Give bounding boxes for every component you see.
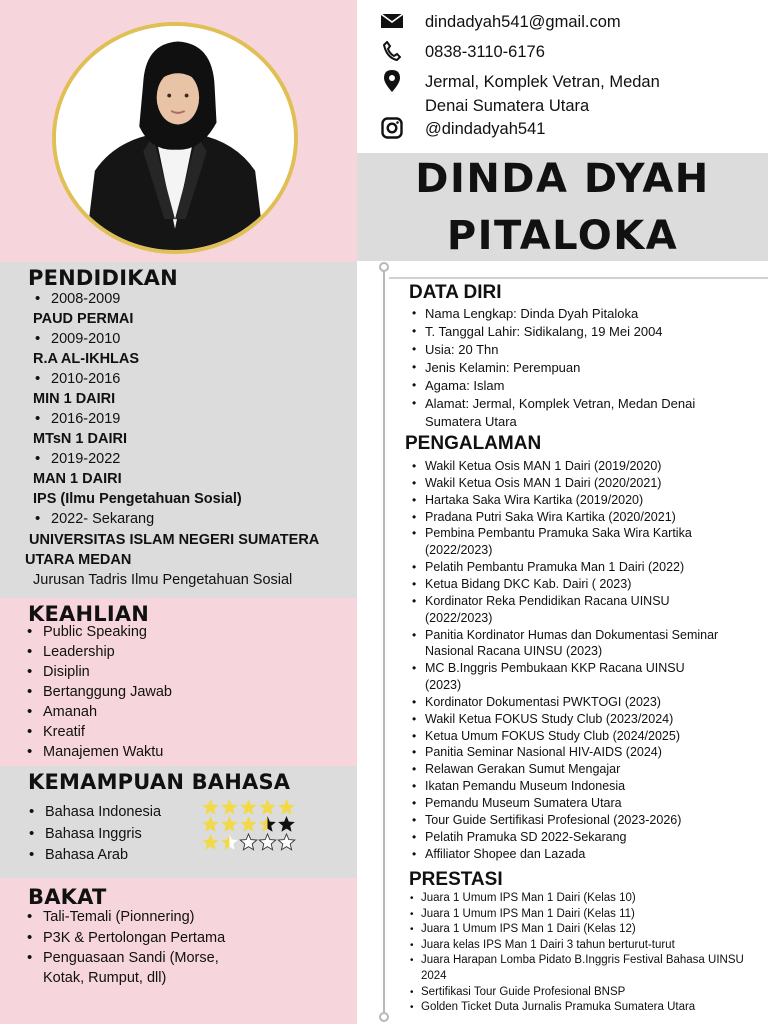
star-icon	[277, 833, 296, 851]
phone-icon	[377, 40, 407, 62]
talent-item-continued: Kotak, Rumput, dll)	[43, 970, 167, 986]
edu-school: R.A AL-IKHLAS	[33, 351, 140, 367]
achievement-item: • Juara 1 Umum IPS Man 1 Dairi (Kelas 12)	[421, 922, 765, 937]
edu-major: Jurusan Tadris Ilmu Pengetahuan Sosial	[33, 572, 293, 588]
star-icon	[201, 815, 220, 833]
language-title: KEMAMPUAN BAHASA	[28, 770, 291, 794]
edu-school: UTARA MEDAN	[25, 552, 132, 568]
experience-item: • Wakil Ketua FOKUS Study Club (2023/2024)	[425, 711, 765, 728]
achievement-item: • Juara 1 Umum IPS Man 1 Dairi (Kelas 11)	[421, 907, 765, 922]
contact-email	[377, 10, 621, 34]
language-item: • Bahasa Inggris	[45, 826, 142, 842]
skill-item: • Disiplin	[43, 664, 90, 680]
achievement-item: • Juara Harapan Lomba Pidato B.Inggris Festival Bahasa UINSU	[421, 953, 765, 968]
talent-title: BAKAT	[28, 885, 107, 909]
star-icon	[277, 815, 296, 833]
star-icon	[220, 833, 239, 851]
achievement-item: • Golden Ticket Duta Jurnalis Pramuka Sumatera Utara	[421, 1000, 765, 1015]
experience-item: • Ketua Bidang DKC Kab. Dairi ( 2023)	[425, 576, 765, 593]
photo-section	[0, 0, 357, 262]
personal-item: • Nama Lengkap: Dinda Dyah Pitaloka	[425, 305, 765, 322]
name-last: PITALOKA	[446, 213, 679, 259]
left-column	[0, 0, 357, 1024]
personal-item: • Alamat: Jermal, Komplek Vetran, Medan Denai	[425, 395, 765, 412]
edu-school: MAN 1 DAIRI	[33, 471, 122, 487]
location-pin-icon	[377, 70, 407, 92]
skills-title: KEAHLIAN	[28, 602, 150, 626]
skill-item: • Bertanggung Jawab	[43, 684, 172, 700]
achievement-item: • Juara kelas IPS Man 1 Dairi 3 tahun berturut-turut	[421, 938, 765, 953]
experience-item: • Tour Guide Sertifikasi Profesional (2023-2026)	[425, 812, 765, 829]
experience-item: • Ikatan Pemandu Museum Indonesia	[425, 778, 765, 795]
skill-item: • Leadership	[43, 644, 115, 660]
experience-item: • Wakil Ketua Osis MAN 1 Dairi (2019/2020)	[425, 458, 765, 475]
address-line2: Denai Sumatera Utara	[425, 97, 590, 115]
experience-item-continued: (2022/2023)	[425, 543, 493, 558]
experience-item: • Hartaka Saka Wira Kartika (2019/2020)	[425, 492, 765, 509]
name-first: DINDA DYAH	[415, 156, 710, 202]
profile-photo	[52, 22, 298, 254]
experience-item: • Ketua Umum FOKUS Study Club (2024/2025)	[425, 728, 765, 745]
experience-item-continued: (2023)	[425, 678, 462, 693]
achievement-item-continued: 2024	[421, 970, 447, 982]
language-section	[0, 766, 357, 878]
star-icon	[220, 798, 239, 816]
education-section	[0, 262, 357, 598]
address-text	[425, 70, 660, 118]
achievements-title: PRESTASI	[409, 869, 503, 890]
star-icon	[239, 798, 258, 816]
skill-item: • Manajemen Waktu	[43, 744, 163, 760]
experience-item: • Pelatih Pembantu Pramuka Man 1 Dairi (2022)	[425, 559, 765, 576]
contact-phone	[377, 40, 545, 64]
email-text: dindadyah541@gmail.com	[425, 13, 621, 31]
edu-years: • 2009-2010	[51, 331, 120, 347]
instagram-text: @dindadyah541	[425, 120, 546, 138]
instagram-icon	[377, 117, 407, 139]
experience-item: • Pradana Putri Saka Wira Kartika (2020/2021)	[425, 509, 765, 526]
star-icon	[239, 833, 258, 851]
star-icon	[258, 833, 277, 851]
personal-item: • Agama: Islam	[425, 377, 765, 394]
star-icon	[220, 815, 239, 833]
star-icon	[258, 815, 277, 833]
contact-address	[377, 70, 660, 118]
phone-text: 0838-3110-6176	[425, 43, 545, 61]
personal-item: • Jenis Kelamin: Perempuan	[425, 359, 765, 376]
star-icon	[201, 833, 220, 851]
rating-stars	[201, 798, 296, 816]
edu-school: MTsN 1 DAIRI	[33, 431, 127, 447]
personal-title: DATA DIRI	[409, 282, 502, 303]
skill-item: • Public Speaking	[43, 624, 147, 640]
contact-instagram	[377, 117, 545, 141]
divider-line	[389, 277, 768, 279]
skill-item: • Kreatif	[43, 724, 85, 740]
right-column	[357, 0, 768, 1024]
experience-item: • Kordinator Reka Pendidikan Racana UINSU	[425, 593, 765, 610]
talent-item: • Tali-Temali (Pionnering)	[43, 909, 195, 925]
experience-item: • Affiliator Shopee dan Lazada	[425, 846, 765, 863]
talent-section	[0, 878, 357, 1024]
edu-major: IPS (Ilmu Pengetahuan Sosial)	[33, 491, 242, 507]
edu-school: UNIVERSITAS ISLAM NEGERI SUMATERA	[29, 532, 320, 548]
experience-item: • Relawan Gerakan Sumut Mengajar	[425, 761, 765, 778]
experience-item: • Panitia Kordinator Humas dan Dokumentasi Seminar	[425, 627, 765, 644]
language-item: • Bahasa Arab	[45, 847, 128, 863]
envelope-icon	[377, 10, 407, 32]
experience-item: • Wakil Ketua Osis MAN 1 Dairi (2020/2021)	[425, 475, 765, 492]
personal-item-continued: Sumatera Utara	[425, 414, 517, 429]
experience-title: PENGALAMAN	[405, 433, 542, 454]
edu-school: MIN 1 DAIRI	[33, 391, 116, 407]
star-icon	[258, 798, 277, 816]
experience-item: • Panitia Seminar Nasional HIV-AIDS (2024)	[425, 744, 765, 761]
experience-item-continued: (2022/2023)	[425, 610, 493, 625]
language-item: • Bahasa Indonesia	[45, 804, 161, 820]
timeline-dot	[379, 1012, 389, 1022]
experience-item: • Pelatih Pramuka SD 2022-Sekarang	[425, 829, 765, 846]
rating-stars	[201, 815, 296, 833]
skill-item: • Amanah	[43, 704, 97, 720]
edu-years: • 2019-2022	[51, 451, 120, 467]
experience-item: • Pemandu Museum Sumatera Utara	[425, 795, 765, 812]
edu-years: • 2008-2009	[51, 291, 120, 307]
experience-item: • Pembina Pembantu Pramuka Saka Wira Kartika	[425, 525, 765, 542]
rating-stars	[201, 833, 296, 851]
edu-years: • 2010-2016	[51, 371, 120, 387]
achievement-item: • Sertifikasi Tour Guide Profesional BNSP	[421, 985, 765, 1000]
experience-item-continued: Nasional Racana UINSU (2023)	[425, 644, 603, 659]
personal-item: • T. Tanggal Lahir: Sidikalang, 19 Mei 2004	[425, 323, 765, 340]
education-title: PENDIDIKAN	[28, 266, 178, 290]
person-illustration	[56, 26, 294, 250]
timeline-dot	[379, 262, 389, 272]
edu-school: PAUD PERMAI	[33, 311, 134, 327]
edu-years: • 2022- Sekarang	[51, 511, 154, 527]
timeline-line	[383, 267, 385, 1019]
star-icon	[277, 798, 296, 816]
achievement-item: • Juara 1 Umum IPS Man 1 Dairi (Kelas 10)	[421, 891, 765, 906]
personal-item: • Usia: 20 Thn	[425, 341, 765, 358]
skills-section	[0, 598, 357, 766]
talent-item: • P3K & Pertolongan Pertama	[43, 930, 225, 946]
experience-item: • MC B.Inggris Pembukaan KKP Racana UINSU	[425, 660, 765, 677]
name-banner	[357, 153, 768, 261]
star-icon	[239, 815, 258, 833]
experience-item: • Kordinator Dokumentasi PWKTOGI (2023)	[425, 694, 765, 711]
address-line1: Jermal, Komplek Vetran, Medan	[425, 73, 660, 91]
talent-item: • Penguasaan Sandi (Morse,	[43, 950, 219, 966]
edu-years: • 2016-2019	[51, 411, 120, 427]
star-icon	[201, 798, 220, 816]
